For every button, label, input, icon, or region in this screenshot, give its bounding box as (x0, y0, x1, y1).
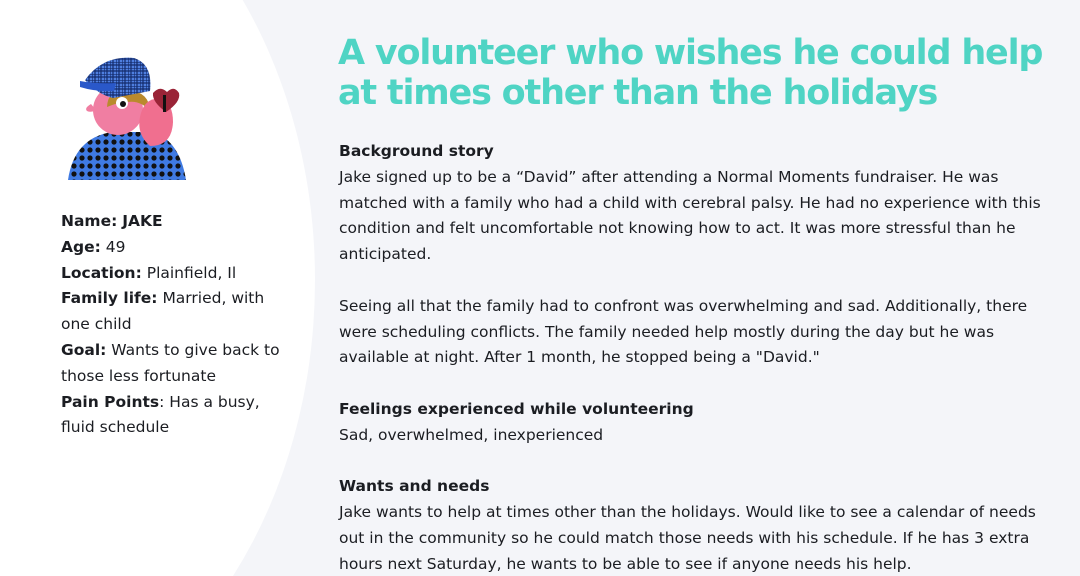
feelings-heading: Feelings experienced while volunteering (339, 399, 694, 418)
persona-profile (61, 209, 291, 441)
goal-label: Goal: (61, 340, 107, 359)
profile-goal-row (61, 338, 291, 390)
profile-name-row (61, 209, 291, 235)
background-story-section (339, 139, 1054, 268)
background-story-continued-section (339, 294, 1054, 371)
background-story-paragraph-2: Seeing all that the family had to confront was overwhelming and sad. Additionally, there were scheduling conflicts. The family needed help mostly during the day but he was available at night. After 1 month, he stopped being a "David." (339, 296, 1028, 367)
profile-family-row (61, 286, 291, 338)
family-life-label: Family life: (61, 289, 158, 308)
name-value: JAKE (122, 212, 163, 230)
wants-needs-section (339, 474, 1054, 576)
name-label: Name: (61, 212, 118, 230)
feelings-text: Sad, overwhelmed, inexperienced (339, 425, 604, 444)
pain-points-value: : Has a busy, fluid schedule (61, 392, 260, 437)
location-value: Plainfield, Il (146, 263, 237, 282)
page-title: A volunteer who wishes he could help at times other than the holidays (338, 33, 1043, 113)
pain-points-label: Pain Points (61, 392, 160, 411)
background-story-heading: Background story (339, 142, 494, 160)
wants-needs-text: Jake wants to help at times other than the holidays. Would like to see a calendar of needs out in the community so he could match those needs with his schedule. If he has 3 extra hours next Saturday, he wants to be able to see if anyone needs his help. (339, 503, 1036, 573)
background-story-paragraph-1: Jake signed up to be a “David” after attending a Normal Moments fundraiser. He was matched with a family who had a child with cerebral palsy. He had no experience with this condition and felt uncomfortable not knowing how to act. It was more stressful than he anticipated. (339, 167, 1041, 264)
profile-pain-points-row (61, 390, 291, 442)
age-label: Age: (61, 237, 101, 256)
age-value: 49 (105, 237, 126, 256)
goal-value: Wants to give back to those less fortunate (61, 340, 280, 385)
feelings-section (339, 397, 1054, 449)
wants-needs-heading: Wants and needs (339, 477, 490, 496)
profile-location-row (61, 261, 291, 287)
persona-avatar-icon (62, 50, 202, 185)
location-label: Location: (61, 263, 142, 282)
persona-content (339, 139, 1054, 576)
family-life-value: Married, with one child (61, 289, 265, 334)
profile-age-row (61, 235, 291, 261)
